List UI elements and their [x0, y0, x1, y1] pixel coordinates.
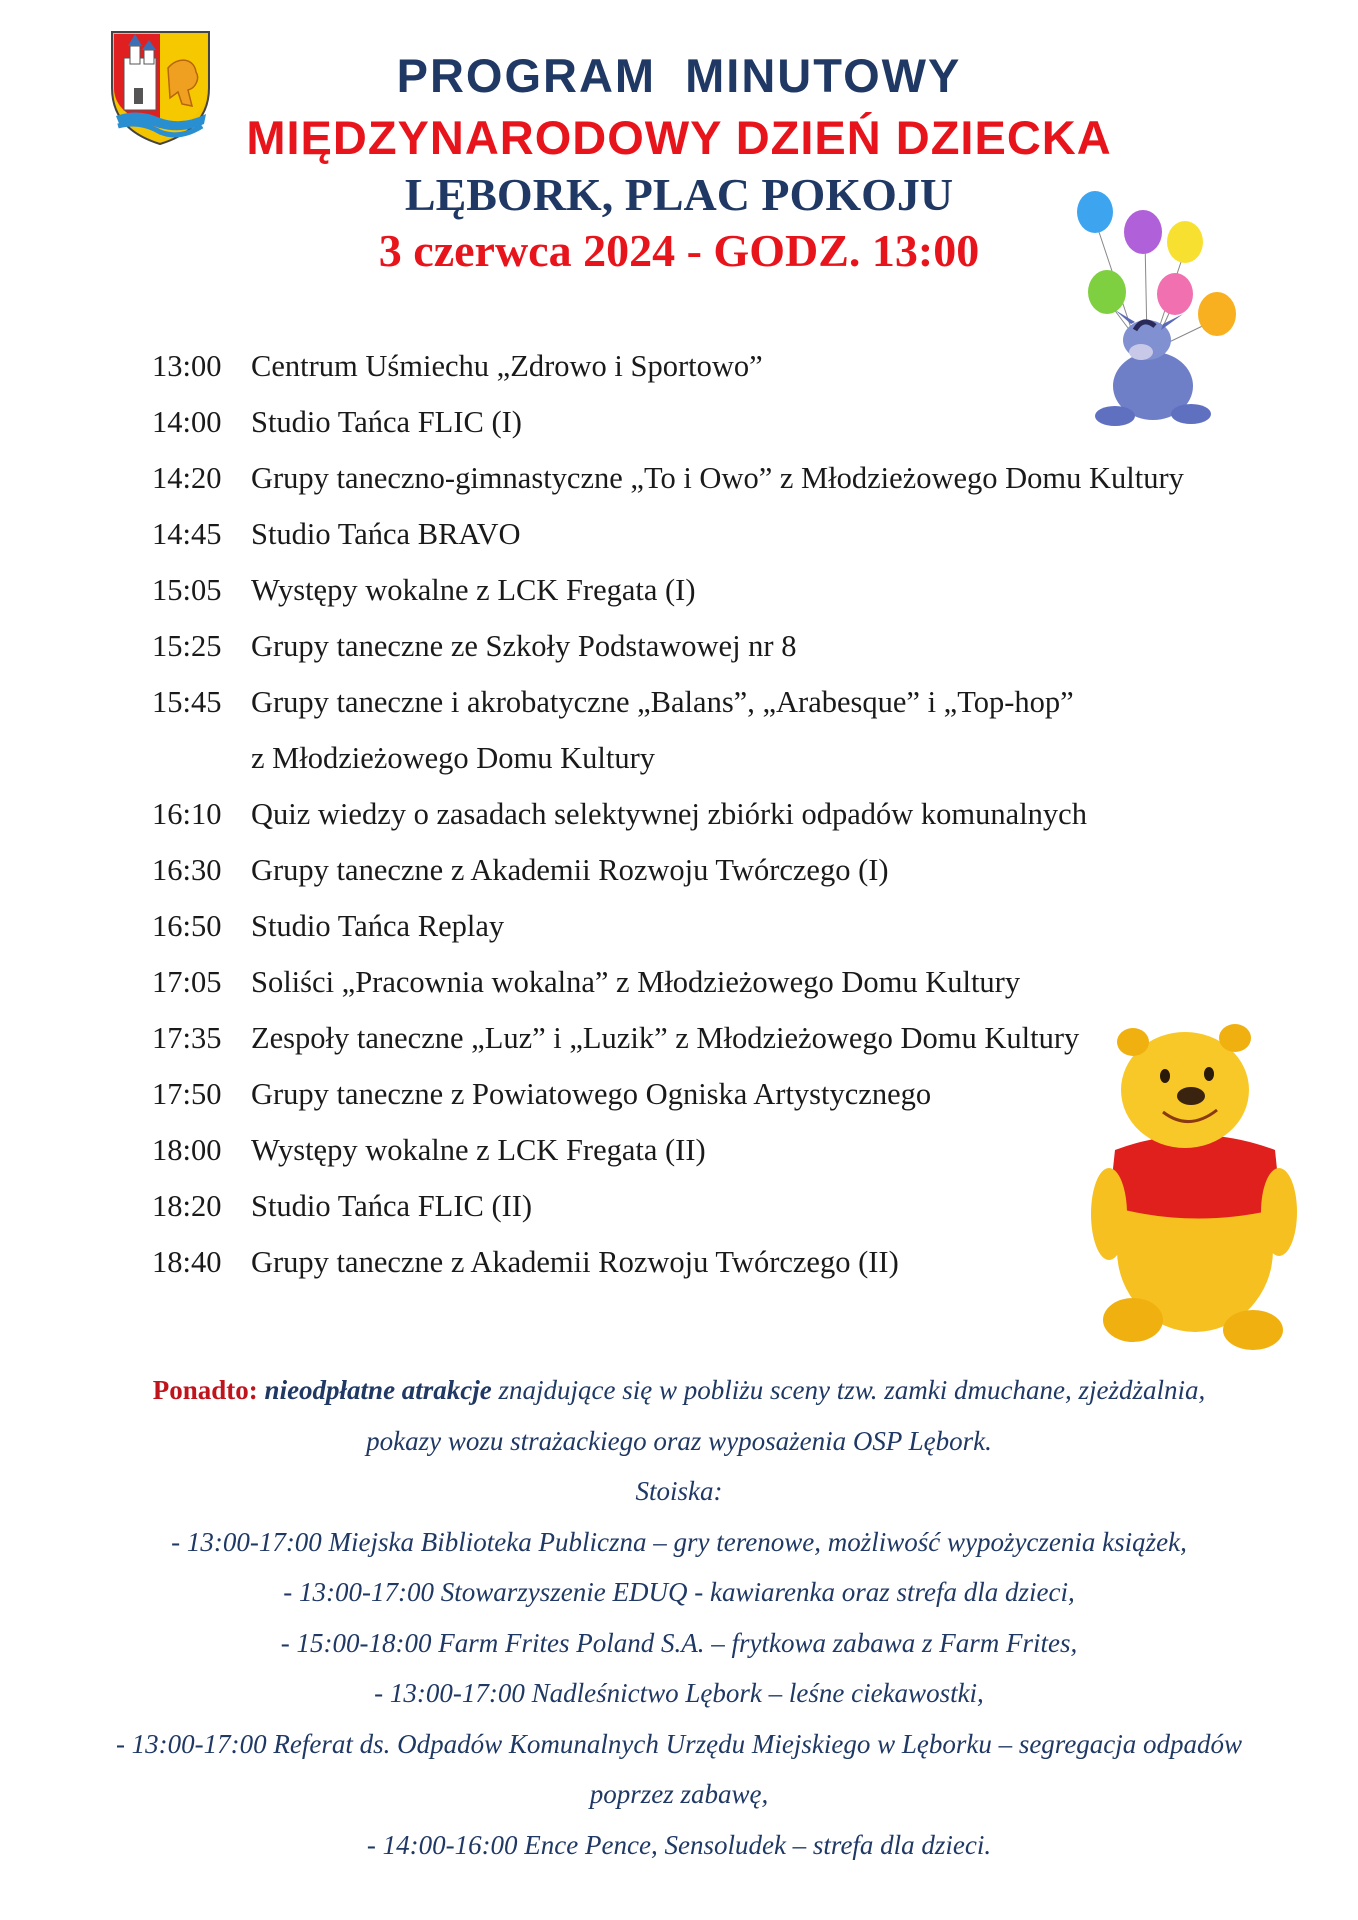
stand-item: - 13:00-17:00 Referat ds. Odpadów Komunalnych Urzędu Miejskiego w Lęborku – segregacja odpadów: [115, 1728, 1243, 1759]
stand-item: - 13:00-17:00 Stowarzyszenie EDUQ - kawiarenka oraz strefa dla dzieci,: [283, 1577, 1075, 1607]
info-line: pokazy wozu strażackiego oraz wyposażenia OSP Lębork.: [366, 1425, 992, 1456]
schedule-row: [152, 394, 1292, 450]
schedule-row: [152, 674, 1292, 730]
stand-item: - 14:00-16:00 Ence Pence, Sensoludek – strefa dla dzieci.: [366, 1829, 992, 1860]
stand-item: - 13:00-17:00 Miejska Biblioteka Publiczna – gry terenowe, możliwość wypożyczenia książek,: [171, 1526, 1187, 1557]
schedule-row: [152, 842, 1292, 898]
bear-character-icon: [1085, 1000, 1305, 1352]
schedule-event: Grupy taneczne ze Szkoły Podstawowej nr 8: [251, 629, 797, 663]
schedule-time: 14:00: [152, 405, 222, 439]
schedule-time: 14:45: [152, 517, 222, 551]
schedule-row: [152, 786, 1292, 842]
stands-heading: Stoiska:: [635, 1476, 723, 1506]
schedule-time: 17:35: [152, 1021, 222, 1055]
schedule-time: 18:20: [152, 1189, 222, 1223]
schedule-time: 18:00: [152, 1133, 222, 1167]
schedule-event: Studio Tańca Replay: [251, 909, 505, 943]
stand-item: poprzez zabawę,: [589, 1779, 769, 1809]
schedule-row: [152, 338, 1292, 394]
schedule-event: Występy wokalne z LCK Fregata (I): [251, 573, 696, 607]
schedule-event: Soliści „Pracownia wokalna” z Młodzieżowego Domu Kultury: [251, 965, 1021, 999]
schedule-event: Grupy taneczne z Akademii Rozwoju Twórczego (II): [251, 1245, 899, 1279]
info-text: znajdujące się w pobliżu sceny tzw. zamki dmuchane, zjeżdżalnia,: [491, 1375, 1206, 1405]
date-title: 3 czerwca 2024 - GODZ. 13:00: [378, 225, 980, 276]
schedule-event: Quiz wiedzy o zasadach selektywnej zbiórki odpadów komunalnych: [251, 797, 1087, 831]
schedule-event: Występy wokalne z LCK Fregata (II): [251, 1133, 706, 1167]
schedule-time: 15:05: [152, 573, 222, 607]
schedule-time: 15:25: [152, 629, 222, 663]
schedule-event: Grupy taneczne z Powiatowego Ogniska Artystycznego: [251, 1077, 932, 1111]
schedule-row: [152, 618, 1292, 674]
schedule-row: [152, 562, 1292, 618]
stand-item: - 15:00-18:00 Farm Frites Poland S.A. – frytkowa zabawa z Farm Frites,: [280, 1627, 1078, 1658]
schedule-time: 15:45: [152, 685, 222, 719]
page-title: PROGRAM MINUTOWY: [396, 49, 962, 102]
schedule-row: [152, 898, 1292, 954]
schedule-time: 13:00: [152, 349, 222, 383]
schedule-event: Studio Tańca FLIC (II): [251, 1189, 533, 1223]
additional-info: [0, 1365, 1358, 1870]
schedule-time: 16:50: [152, 909, 222, 943]
event-title: MIĘDZYNARODOWY DZIEŃ DZIECKA: [246, 111, 1112, 164]
info-line: [0, 1365, 1358, 1416]
schedule-event: Zespoły taneczne „Luz” i „Luzik” z Młodzieżowego Domu Kultury: [251, 1021, 1080, 1055]
schedule-time: 18:40: [152, 1245, 222, 1279]
schedule-event: Grupy taneczne z Akademii Rozwoju Twórczego (I): [251, 853, 889, 887]
stand-item: - 13:00-17:00 Nadleśnictwo Lębork – leśne ciekawostki,: [374, 1678, 984, 1708]
schedule-row-continuation: [152, 730, 1292, 786]
schedule-time: 17:05: [152, 965, 222, 999]
schedule-event: z Młodzieżowego Domu Kultury: [251, 741, 656, 775]
schedule-event: Studio Tańca FLIC (I): [251, 405, 522, 439]
schedule-event: Studio Tańca BRAVO: [251, 517, 521, 551]
schedule-time: 14:20: [152, 461, 222, 495]
schedule-event: Grupy taneczno-gimnastyczne „To i Owo” z Młodzieżowego Domu Kultury: [251, 461, 1184, 495]
schedule-event: Centrum Uśmiechu „Zdrowo i Sportowo”: [251, 349, 763, 383]
info-highlight: nieodpłatne atrakcje: [264, 1375, 492, 1405]
schedule-event: Grupy taneczne i akrobatyczne „Balans”, „Arabesque” i „Top-hop”: [251, 685, 1074, 719]
location-title: LĘBORK, PLAC POKOJU: [404, 169, 954, 220]
info-lead: Ponadto:: [152, 1375, 265, 1405]
schedule-time: 16:10: [152, 797, 222, 831]
schedule-time: 16:30: [152, 853, 222, 887]
schedule-row: [152, 450, 1292, 506]
schedule-row: [152, 506, 1292, 562]
schedule-time: 17:50: [152, 1077, 222, 1111]
